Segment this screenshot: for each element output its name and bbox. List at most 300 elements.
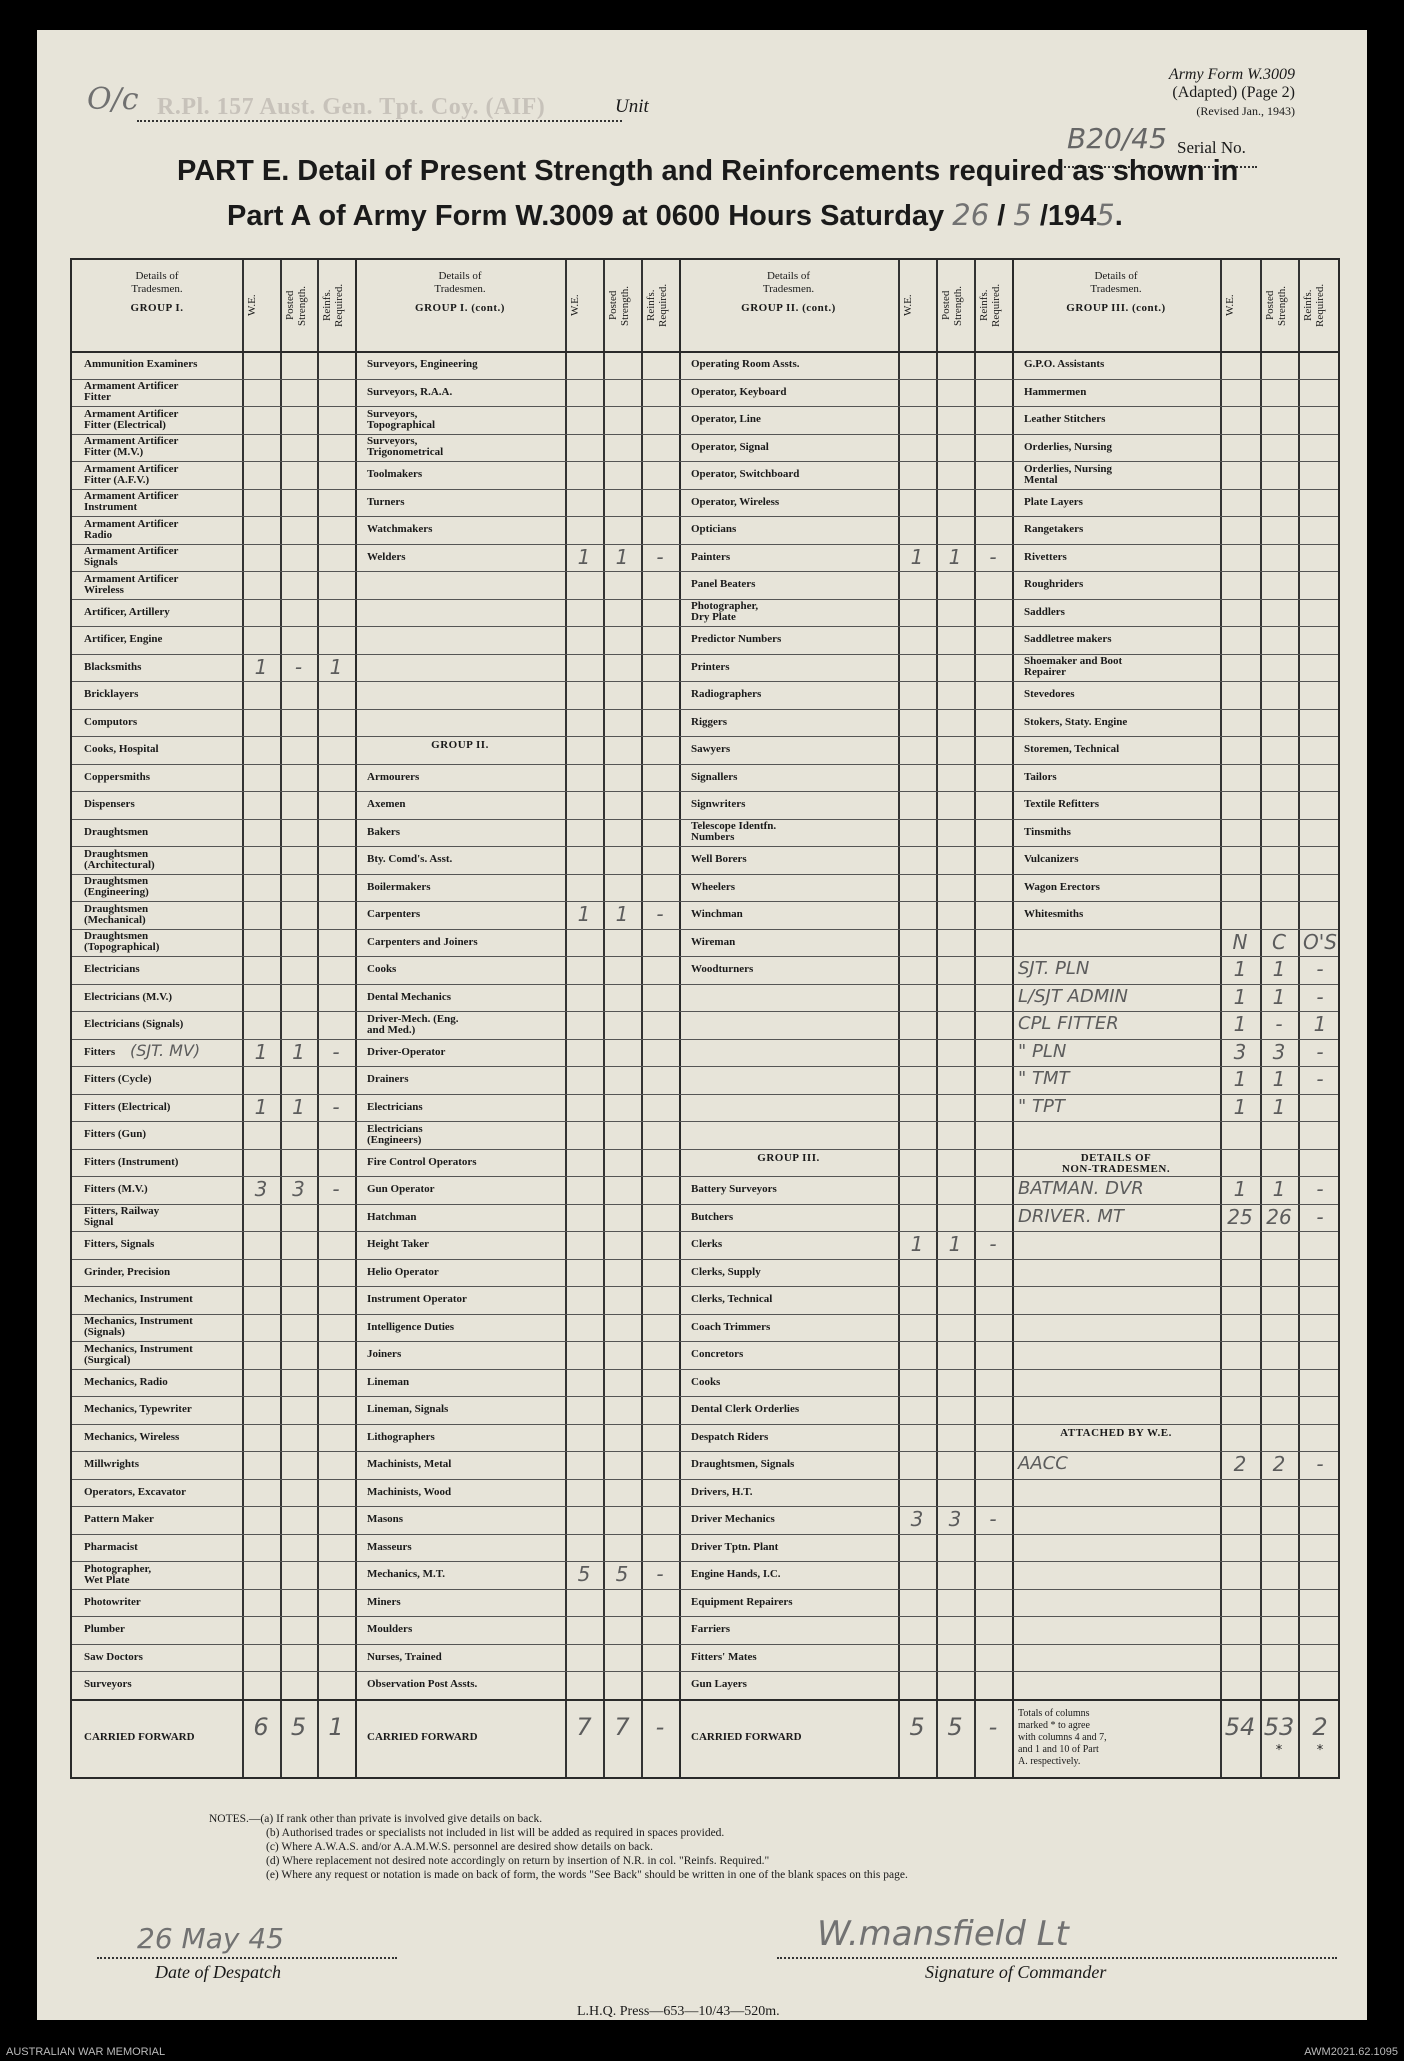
note-d: (d) Where replacement not desired note accordingly on return by insertion of N.R. in col. "Reinfs. Required." bbox=[266, 1855, 770, 1867]
handwritten-entry: CPL FITTER bbox=[1018, 1013, 1119, 1034]
trade-label: Bricklayers bbox=[84, 688, 139, 701]
trade-label: Mechanics, Wireless bbox=[84, 1430, 180, 1443]
trade-label: Intelligence Duties bbox=[367, 1320, 455, 1333]
column-heading bbox=[1012, 270, 1220, 315]
value-reinfs: O'S bbox=[1303, 929, 1337, 954]
trade-label: Moulders bbox=[367, 1623, 413, 1636]
trade-label: Photographer, Wet Plate bbox=[84, 1562, 152, 1586]
heading-we: W.E. bbox=[1224, 294, 1236, 317]
heading-posted: Posted Strength. bbox=[607, 285, 631, 326]
trade-label: Radiographers bbox=[691, 688, 762, 701]
trade-label: Helio Operator bbox=[367, 1265, 439, 1278]
value-we: 2 bbox=[1233, 1452, 1247, 1476]
value-we: 1 bbox=[577, 544, 591, 569]
handwritten-note: (SJT. MV) bbox=[130, 1040, 201, 1060]
value-posted: C bbox=[1272, 929, 1286, 954]
totals-label: Totals of columns marked * to agree with columns 4 and 7, and 1 and 10 of Part A. respectively. bbox=[1018, 1707, 1107, 1767]
trade-label: Fitters' Mates bbox=[691, 1650, 757, 1663]
trade-label: Saw Doctors bbox=[84, 1650, 143, 1663]
handwritten-entry: AACC bbox=[1018, 1453, 1068, 1474]
title-prefix: Part A of Army Form W.3009 at 0600 Hours Saturday bbox=[227, 200, 945, 232]
value-reinfs: - bbox=[1316, 1204, 1324, 1229]
trade-label: Stevedores bbox=[1024, 688, 1075, 701]
value-reinfs: - bbox=[656, 1562, 664, 1586]
trade-label: Butchers bbox=[691, 1210, 734, 1223]
value-posted: 5 bbox=[615, 1562, 629, 1586]
trade-label: Joiners bbox=[367, 1348, 402, 1361]
trade-label: Surveyors, Engineering bbox=[367, 358, 478, 371]
trade-label: Carpenters bbox=[367, 908, 421, 921]
value-we: 1 bbox=[1233, 984, 1247, 1009]
handwritten-entry: L/SJT ADMIN bbox=[1018, 985, 1129, 1007]
heading-we: W.E. bbox=[569, 294, 581, 317]
note-e: (e) Where any request or notation is made on back of form, the words "See Back" should be written in one of the blank spaces on this page. bbox=[266, 1869, 908, 1881]
trade-label: Draughtsmen (Topographical) bbox=[84, 930, 160, 954]
credit-left: AUSTRALIAN WAR MEMORIAL bbox=[6, 2046, 166, 2058]
total-posted: 5 bbox=[290, 1712, 307, 1741]
trade-label: Height Taker bbox=[367, 1238, 430, 1251]
trade-label: Machinists, Metal bbox=[367, 1458, 452, 1471]
value-posted: 3 bbox=[948, 1507, 962, 1531]
heading-posted: Posted Strength. bbox=[284, 285, 308, 326]
value-we: 1 bbox=[1233, 957, 1247, 981]
trade-label: Dental Clerk Orderlies bbox=[691, 1403, 800, 1416]
row-divider bbox=[72, 1066, 1338, 1067]
value-reinfs: - bbox=[1316, 1039, 1324, 1064]
trade-label: Armament Artificer Wireless bbox=[84, 572, 179, 596]
trade-label: Dispensers bbox=[84, 798, 135, 811]
trade-label: Turners bbox=[367, 495, 405, 508]
trade-label: Fitters (Cycle) bbox=[84, 1073, 152, 1086]
value-reinfs: - bbox=[989, 1232, 997, 1256]
heading-text: Details of Tradesmen. bbox=[131, 270, 183, 295]
trade-label: Cooks bbox=[367, 963, 397, 976]
heading-group: GROUP I. (cont.) bbox=[415, 302, 505, 314]
trade-label: Masons bbox=[367, 1513, 404, 1526]
handwritten-entry: " TMT bbox=[1018, 1068, 1070, 1089]
form-identifier bbox=[1075, 66, 1295, 120]
trade-label: Blacksmiths bbox=[84, 660, 142, 673]
trade-label: Clerks, Supply bbox=[691, 1265, 761, 1278]
handwritten-entry: SJT. PLN bbox=[1018, 958, 1090, 979]
trade-label: Storemen, Technical bbox=[1024, 743, 1120, 756]
signature-line bbox=[777, 1957, 1337, 1959]
trade-label: Electricians bbox=[84, 963, 140, 976]
trade-label: Predictor Numbers bbox=[691, 633, 782, 646]
title-day: 26 bbox=[952, 198, 990, 232]
trade-label: G.P.O. Assistants bbox=[1024, 358, 1105, 371]
value-posted: 1 bbox=[292, 1039, 305, 1064]
trade-label: Armament Artificer Radio bbox=[84, 517, 179, 541]
trade-label: Machinists, Wood bbox=[367, 1485, 452, 1498]
trade-label: Concretors bbox=[691, 1348, 744, 1361]
trade-label: Fitters (M.V.) bbox=[84, 1183, 148, 1196]
trade-label: Pattern Maker bbox=[84, 1513, 154, 1526]
trade-label: Cooks bbox=[691, 1375, 721, 1388]
total-posted: 5 bbox=[947, 1712, 963, 1741]
trade-label: Whitesmiths bbox=[1024, 908, 1084, 921]
trade-label: Driver Mechanics bbox=[691, 1513, 775, 1526]
trade-label: Lineman bbox=[367, 1375, 410, 1388]
heading-posted: Posted Strength. bbox=[1264, 285, 1288, 326]
value-we: N bbox=[1232, 929, 1248, 954]
despatch-line bbox=[97, 1957, 397, 1959]
form-revised: (Revised Jan., 1943) bbox=[1196, 104, 1295, 118]
trade-label: Leather Stitchers bbox=[1024, 413, 1106, 426]
value-we: 1 bbox=[1233, 1067, 1247, 1091]
trade-label: Draughtsmen (Mechanical) bbox=[84, 902, 149, 926]
value-reinfs: - bbox=[332, 1177, 340, 1201]
total-reinfs: 1 bbox=[328, 1712, 344, 1741]
value-we: 1 bbox=[1233, 1012, 1247, 1036]
trade-label: Bty. Comd's. Asst. bbox=[367, 853, 453, 866]
value-posted: 1 bbox=[1272, 1177, 1286, 1201]
trade-label: Textile Refitters bbox=[1024, 798, 1100, 811]
trade-label: Orderlies, Nursing Mental bbox=[1024, 462, 1112, 486]
group-heading: GROUP III. bbox=[757, 1151, 820, 1164]
trade-label: Mechanics, Typewriter bbox=[84, 1403, 192, 1416]
trade-label: Welders bbox=[367, 550, 406, 563]
value-reinfs: - bbox=[656, 544, 664, 569]
trade-label: Drainers bbox=[367, 1073, 409, 1086]
trade-label: Armament Artificer Instrument bbox=[84, 490, 179, 514]
trade-label: Photographer, Dry Plate bbox=[691, 600, 759, 624]
trade-label: Surveyors, Topographical bbox=[367, 407, 436, 431]
trade-label: Operating Room Assts. bbox=[691, 358, 800, 371]
value-reinfs: - bbox=[1316, 957, 1324, 981]
value-reinfs: - bbox=[1316, 984, 1324, 1009]
trade-label: Tailors bbox=[1024, 770, 1057, 783]
serial-label: Serial No. bbox=[1177, 138, 1246, 157]
value-we: 1 bbox=[910, 544, 924, 569]
value-we: 1 bbox=[254, 1094, 268, 1119]
group-heading: DETAILS OF NON-TRADESMEN. bbox=[1061, 1151, 1171, 1175]
trade-label: Riggers bbox=[691, 715, 728, 728]
value-we: 3 bbox=[1233, 1039, 1247, 1064]
trade-label: Plate Layers bbox=[1024, 495, 1083, 508]
value-we: 1 bbox=[1233, 1094, 1247, 1119]
trade-label: Draughtsmen (Architectural) bbox=[84, 847, 155, 871]
trade-label: Shoemaker and Boot Repairer bbox=[1024, 655, 1123, 679]
value-reinfs: - bbox=[989, 544, 997, 569]
trade-label: Surveyors bbox=[84, 1678, 132, 1691]
total-posted: 53 bbox=[1263, 1712, 1295, 1741]
trade-label: Operator, Line bbox=[691, 413, 761, 426]
group-heading: ATTACHED BY W.E. bbox=[1060, 1426, 1172, 1439]
value-posted: 2 bbox=[1272, 1452, 1286, 1476]
heading-reinfs: Reinfs. Required. bbox=[978, 283, 1002, 328]
heading-we: W.E. bbox=[902, 294, 914, 317]
row-divider bbox=[72, 984, 1338, 985]
unit-stamp: R.Pl. 157 Aust. Gen. Tpt. Coy. (AIF) bbox=[157, 94, 546, 120]
total-reinfs: 2 bbox=[1312, 1712, 1328, 1741]
value-reinfs: - bbox=[1316, 1452, 1324, 1476]
trade-label: Fitters (Electrical) bbox=[84, 1100, 171, 1113]
trade-label: Drivers, H.T. bbox=[691, 1485, 753, 1498]
trade-label: Driver Tptn. Plant bbox=[691, 1540, 779, 1553]
value-posted: 1 bbox=[615, 902, 629, 926]
trade-label: Electricians (Signals) bbox=[84, 1018, 184, 1031]
trade-label: Rangetakers bbox=[1024, 523, 1084, 536]
unit-label: Unit bbox=[615, 96, 649, 117]
trade-label: Mechanics, Instrument (Surgical) bbox=[84, 1342, 193, 1366]
trade-label: Ammunition Examiners bbox=[84, 358, 198, 371]
totals-label: CARRIED FORWARD bbox=[691, 1731, 802, 1744]
value-reinfs: 1 bbox=[1313, 1012, 1327, 1036]
trade-label: Telescope Identfn. Numbers bbox=[691, 820, 777, 844]
value-we: 3 bbox=[910, 1507, 924, 1531]
trade-label: Orderlies, Nursing bbox=[1024, 440, 1112, 453]
trade-label: Fitters (Gun) bbox=[84, 1128, 147, 1141]
handwritten-entry: " PLN bbox=[1018, 1040, 1067, 1062]
note-a: NOTES.—(a) If rank other than private is involved give details on back. bbox=[209, 1813, 543, 1825]
group-heading: GROUP II. bbox=[431, 739, 489, 751]
trade-label: Vulcanizers bbox=[1024, 853, 1079, 866]
trade-label: Photowriter bbox=[84, 1595, 141, 1608]
trade-label: Armament Artificer Fitter (A.F.V.) bbox=[84, 462, 179, 486]
title-year-prefix: 194 bbox=[1047, 200, 1097, 232]
heading-text: Details of Tradesmen. bbox=[1090, 270, 1142, 295]
value-posted: 1 bbox=[1272, 984, 1286, 1009]
page-title-line1: PART E. Detail of Present Strength and Reinforcements required as shown in bbox=[177, 155, 1239, 187]
column-heading bbox=[355, 270, 565, 315]
value-we: 3 bbox=[254, 1177, 268, 1201]
trade-label: Draughtsmen bbox=[84, 825, 149, 838]
trade-label: Saddlers bbox=[1024, 605, 1065, 618]
value-posted: - bbox=[1275, 1012, 1283, 1036]
signature-label: Signature of Commander bbox=[925, 1962, 1107, 1982]
trade-label: Electricians (M.V.) bbox=[84, 990, 173, 1003]
value-we: 25 bbox=[1227, 1204, 1253, 1229]
value-we: 1 bbox=[254, 1039, 268, 1064]
trade-label: Coach Trimmers bbox=[691, 1320, 771, 1333]
signature-value: W.mansfield Lt bbox=[817, 1914, 1069, 1954]
totals-divider bbox=[72, 1699, 1338, 1701]
trade-label: Stokers, Staty. Engine bbox=[1024, 715, 1128, 728]
trade-label: Hammermen bbox=[1024, 385, 1087, 398]
form-adapted: (Adapted) (Page 2) bbox=[1172, 84, 1295, 101]
despatch-date-value: 26 May 45 bbox=[137, 1922, 284, 1955]
trade-label: Saddletree makers bbox=[1024, 633, 1112, 646]
trade-label: Plumber bbox=[84, 1623, 125, 1636]
heading-reinfs: Reinfs. Required. bbox=[321, 283, 345, 328]
value-posted: 1 bbox=[1272, 1094, 1286, 1119]
value-posted: 26 bbox=[1266, 1204, 1292, 1229]
value-posted: 1 bbox=[615, 544, 629, 569]
value-we: 5 bbox=[577, 1562, 591, 1586]
trade-label: Operator, Switchboard bbox=[691, 468, 800, 481]
value-posted: 3 bbox=[1272, 1039, 1286, 1064]
heading-group: GROUP II. (cont.) bbox=[741, 302, 836, 314]
trade-label: Millwrights bbox=[84, 1458, 139, 1471]
value-reinfs: - bbox=[989, 1507, 997, 1531]
heading-we: W.E. bbox=[246, 294, 258, 317]
press-imprint: L.H.Q. Press—653—10/43—520m. bbox=[577, 2004, 780, 2019]
trade-label: Hatchman bbox=[367, 1210, 417, 1223]
strength-table bbox=[70, 258, 1340, 1779]
total-mark: * bbox=[1316, 1742, 1324, 1758]
handwritten-entry: BATMAN. DVR bbox=[1018, 1178, 1144, 1199]
heading-group: GROUP I. bbox=[130, 302, 184, 314]
trade-label: Nurses, Trained bbox=[367, 1650, 442, 1663]
trade-label: Operator, Keyboard bbox=[691, 385, 787, 398]
title-year-digit: 5 bbox=[1096, 198, 1115, 232]
trade-label: Engine Hands, I.C. bbox=[691, 1568, 781, 1581]
trade-label: Bakers bbox=[367, 825, 400, 838]
trade-label: Instrument Operator bbox=[367, 1293, 467, 1306]
trade-label: Lineman, Signals bbox=[367, 1403, 449, 1416]
trade-label: Gun Operator bbox=[367, 1183, 435, 1196]
trade-label: Rivetters bbox=[1024, 550, 1067, 563]
trade-label: Mechanics, Radio bbox=[84, 1375, 168, 1388]
total-we: 6 bbox=[253, 1712, 269, 1741]
trade-label: Armament Artificer Fitter bbox=[84, 380, 179, 404]
row-divider bbox=[72, 1149, 1338, 1150]
trade-label: Electricians (Engineers) bbox=[367, 1122, 423, 1146]
value-reinfs: - bbox=[332, 1094, 340, 1119]
trade-label: Grinder, Precision bbox=[84, 1265, 171, 1278]
unit-oc-mark: O/c bbox=[87, 82, 139, 117]
trade-label: Operators, Excavator bbox=[84, 1485, 187, 1498]
row-divider bbox=[72, 1121, 1338, 1122]
serial-number-value: B20/45 bbox=[1067, 122, 1167, 155]
value-reinfs: 1 bbox=[329, 654, 343, 679]
trade-label: Gun Layers bbox=[691, 1678, 747, 1691]
trade-label: Fitters (Instrument) bbox=[84, 1155, 179, 1168]
total-reinfs: - bbox=[988, 1712, 998, 1741]
trade-label: Mechanics, Instrument bbox=[84, 1293, 193, 1306]
trade-label: Dental Mechanics bbox=[367, 990, 452, 1003]
trade-label: Observation Post Assts. bbox=[367, 1678, 478, 1691]
trade-label: Despatch Riders bbox=[691, 1430, 769, 1443]
trade-label: Toolmakers bbox=[367, 468, 423, 481]
trade-label: Miners bbox=[367, 1595, 401, 1608]
trade-label: Wagon Erectors bbox=[1024, 880, 1100, 893]
value-posted: 1 bbox=[948, 544, 962, 569]
column-heading bbox=[679, 270, 898, 315]
value-reinfs: - bbox=[656, 902, 664, 926]
trade-label: Clerks bbox=[691, 1238, 723, 1251]
value-posted: 3 bbox=[292, 1177, 305, 1201]
trade-label: Battery Surveyors bbox=[691, 1183, 777, 1196]
trade-label: Pharmacist bbox=[84, 1540, 138, 1553]
note-c: (c) Where A.W.A.S. and/or A.A.M.W.S. personnel are desired show details on back. bbox=[266, 1841, 653, 1853]
trade-label: Coppersmiths bbox=[84, 770, 151, 783]
value-we: 1 bbox=[254, 654, 268, 679]
trade-label: Signwriters bbox=[691, 798, 746, 811]
trade-label: Equipment Repairers bbox=[691, 1595, 793, 1608]
handwritten-entry: DRIVER. MT bbox=[1018, 1205, 1124, 1227]
trade-label: Electricians bbox=[367, 1100, 423, 1113]
trade-label: Mechanics, M.T. bbox=[367, 1568, 446, 1581]
trade-label: Panel Beaters bbox=[691, 578, 756, 591]
trade-label: Draughtsmen (Engineering) bbox=[84, 875, 149, 899]
total-we: 5 bbox=[909, 1712, 925, 1741]
column-heading bbox=[72, 270, 242, 315]
heading-posted: Posted Strength. bbox=[940, 285, 964, 326]
trade-label: Fitters, Railway Signal bbox=[84, 1205, 160, 1229]
heading-reinfs: Reinfs. Required. bbox=[645, 283, 669, 328]
trade-label: Signallers bbox=[691, 770, 738, 783]
handwritten-entry: " TPT bbox=[1018, 1095, 1065, 1117]
trade-label: Cooks, Hospital bbox=[84, 743, 159, 756]
trade-label: Watchmakers bbox=[367, 523, 433, 536]
trade-label: Armourers bbox=[367, 770, 420, 783]
value-posted: 1 bbox=[948, 1232, 962, 1256]
trade-label: Painters bbox=[691, 550, 731, 563]
trade-label: Carpenters and Joiners bbox=[367, 935, 478, 948]
value-we: 1 bbox=[910, 1232, 924, 1256]
trade-label: Artificer, Artillery bbox=[84, 605, 170, 618]
trade-label: Wireman bbox=[691, 935, 736, 948]
total-reinfs: - bbox=[655, 1712, 665, 1741]
trade-label: Fire Control Operators bbox=[367, 1155, 477, 1168]
heading-text: Details of Tradesmen. bbox=[434, 270, 486, 295]
trade-label: Winchman bbox=[691, 908, 743, 921]
trade-label: Driver-Mech. (Eng. and Med.) bbox=[367, 1012, 459, 1036]
trade-label: Draughtsmen, Signals bbox=[691, 1458, 795, 1471]
trade-label: Driver-Operator bbox=[367, 1045, 446, 1058]
value-posted: 1 bbox=[292, 1094, 305, 1119]
trade-label: Fitters, Signals bbox=[84, 1238, 155, 1251]
trade-label: Axemen bbox=[367, 798, 406, 811]
trade-label: Operator, Wireless bbox=[691, 495, 780, 508]
trade-label: Surveyors, Trigonometrical bbox=[367, 435, 444, 459]
value-reinfs: - bbox=[332, 1039, 340, 1064]
value-posted: 1 bbox=[1272, 1067, 1286, 1091]
trade-label: Masseurs bbox=[367, 1540, 412, 1553]
trade-label: Armament Artificer Fitter (M.V.) bbox=[84, 435, 179, 459]
trade-label: Boilermakers bbox=[367, 880, 431, 893]
trade-label: Tinsmiths bbox=[1024, 825, 1071, 838]
notes bbox=[209, 1812, 908, 1882]
trade-label: Well Borers bbox=[691, 853, 747, 866]
trade-label: Operator, Signal bbox=[691, 440, 769, 453]
page-title-line2: Part A of Army Form W.3009 at 0600 Hours Saturday 26 / 5 /1945. bbox=[227, 198, 1123, 232]
form-number: Army Form W.3009 bbox=[1168, 66, 1295, 83]
form-sheet bbox=[37, 30, 1367, 2020]
trade-label: Armament Artificer Signals bbox=[84, 545, 179, 569]
trade-label: Surveyors, R.A.A. bbox=[367, 385, 453, 398]
credit-right: AWM2021.62.1095 bbox=[1304, 2046, 1398, 2058]
value-reinfs: - bbox=[1316, 1177, 1324, 1201]
trade-label: Armament Artificer Fitter (Electrical) bbox=[84, 407, 179, 431]
totals-label: CARRIED FORWARD bbox=[84, 1731, 195, 1744]
trade-label: Opticians bbox=[691, 523, 737, 536]
value-we: 1 bbox=[1233, 1177, 1247, 1201]
heading-reinfs: Reinfs. Required. bbox=[1302, 283, 1326, 328]
row-divider bbox=[72, 1011, 1338, 1012]
trade-label: Artificer, Engine bbox=[84, 633, 163, 646]
value-reinfs: - bbox=[1316, 1067, 1324, 1091]
trade-label: Farriers bbox=[691, 1623, 731, 1636]
note-b: (b) Authorised trades or specialists not included in list will be added as required in spaces provided. bbox=[266, 1827, 725, 1839]
value-posted: 1 bbox=[1272, 957, 1286, 981]
trade-label: Mechanics, Instrument (Signals) bbox=[84, 1315, 193, 1339]
trade-label: Sawyers bbox=[691, 743, 731, 756]
value-we: 1 bbox=[577, 902, 591, 926]
trade-label: Wheelers bbox=[691, 880, 735, 893]
heading-group: GROUP III. (cont.) bbox=[1066, 302, 1166, 314]
trade-label: Printers bbox=[691, 660, 730, 673]
trade-label: Computors bbox=[84, 715, 138, 728]
total-we: 54 bbox=[1224, 1712, 1256, 1741]
trade-label: Woodturners bbox=[691, 963, 754, 976]
trade-label: Lithographers bbox=[367, 1430, 435, 1443]
trade-label: Fitters bbox=[84, 1045, 116, 1058]
totals-label: CARRIED FORWARD bbox=[367, 1731, 478, 1744]
total-mark: * bbox=[1275, 1742, 1283, 1758]
